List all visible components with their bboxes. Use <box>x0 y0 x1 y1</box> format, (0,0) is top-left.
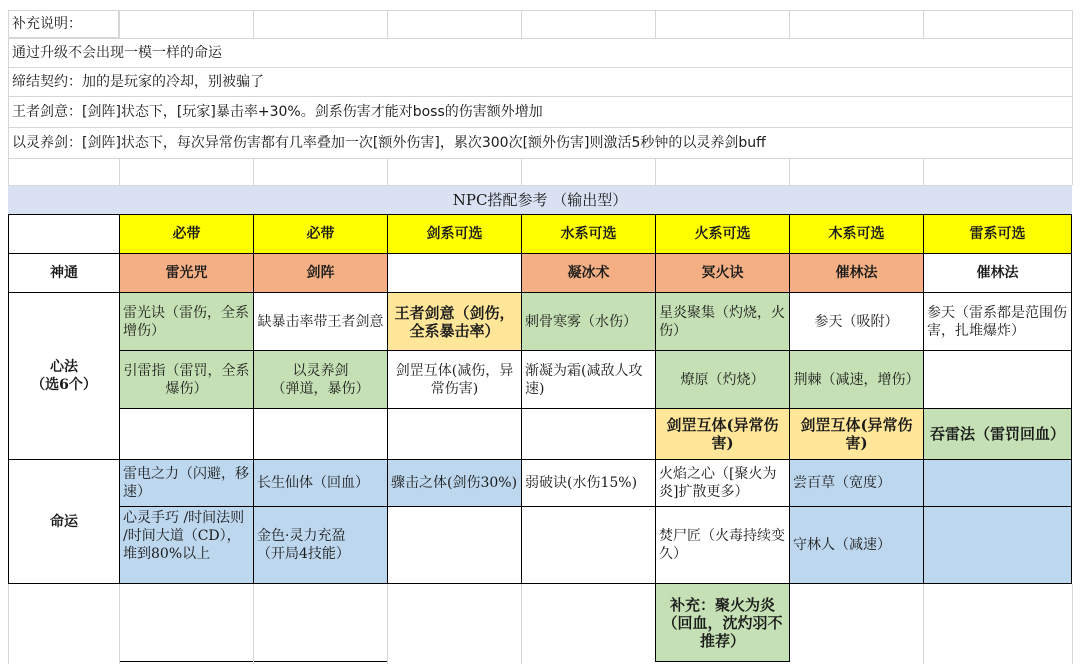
gridline <box>789 10 790 38</box>
supplement-cell[interactable]: 补充：聚火为炎（回血，沈灼羽不推荐） <box>655 583 790 662</box>
xinfa-cell[interactable]: 剑罡互体(异常伤害) <box>789 408 924 460</box>
row-label-shentong[interactable]: 神通 <box>8 253 120 293</box>
header-cell[interactable]: 雷系可选 <box>923 214 1072 254</box>
gridline <box>119 158 120 185</box>
shentong-cell[interactable]: 冥火诀 <box>655 253 790 293</box>
corner-cell[interactable] <box>8 214 120 254</box>
mingyun-cell[interactable]: 金色·灵力充盈 （开局4技能） <box>253 506 388 584</box>
gridline <box>253 584 254 664</box>
gridline <box>253 10 254 38</box>
gridline <box>119 10 120 38</box>
xinfa-cell[interactable]: 渐凝为霜(减敌人攻速) <box>521 350 656 409</box>
gridline <box>923 158 924 185</box>
gridline <box>1072 584 1073 664</box>
note-line-4[interactable]: 以灵养剑：[剑阵]状态下，每次异常伤害都有几率叠加一次[额外伤害]，累次300次[额外伤害]则激活5秒钟的以灵养剑buff <box>12 134 766 151</box>
xinfa-cell[interactable]: 燎原（灼烧） <box>655 350 790 409</box>
xinfa-cell[interactable] <box>253 408 388 460</box>
gridline <box>521 158 522 185</box>
shentong-cell[interactable] <box>387 253 522 293</box>
gridline <box>789 158 790 185</box>
xinfa-cell[interactable] <box>521 408 656 460</box>
gridline <box>1072 10 1073 185</box>
gridline <box>8 584 9 664</box>
mingyun-cell[interactable] <box>923 506 1072 584</box>
shentong-cell[interactable]: 凝冰术 <box>521 253 656 293</box>
header-cell[interactable]: 剑系可选 <box>387 214 522 254</box>
mingyun-cell[interactable] <box>387 506 522 584</box>
gridline <box>655 10 656 38</box>
xinfa-cell[interactable]: 星炎聚集（灼烧，火伤） <box>655 292 790 351</box>
gridline <box>8 67 1072 68</box>
xinfa-cell[interactable] <box>387 408 522 460</box>
header-cell[interactable]: 木系可选 <box>789 214 924 254</box>
xinfa-cell[interactable] <box>923 350 1072 409</box>
gridline <box>521 10 522 38</box>
mingyun-cell[interactable]: 雷电之力（闪避，移速） <box>119 459 254 507</box>
gridline <box>923 10 924 38</box>
mingyun-cell[interactable]: 尝百草（宽度） <box>789 459 924 507</box>
gridline <box>8 38 1072 39</box>
table-title[interactable]: NPC搭配参考 （输出型） <box>8 185 1072 214</box>
mingyun-cell[interactable]: 火焰之心（[聚火为炎]扩散更多） <box>655 459 790 507</box>
xinfa-cell[interactable]: 缺暴击率带王者剑意 <box>253 292 388 351</box>
xinfa-cell[interactable]: 雷光诀（雷伤，全系增伤） <box>119 292 254 351</box>
mingyun-cell[interactable]: 守林人（减速） <box>789 506 924 584</box>
header-cell[interactable]: 水系可选 <box>521 214 656 254</box>
mingyun-cell[interactable] <box>923 459 1072 507</box>
mingyun-cell[interactable]: 心灵手巧 /时间法则 /时间大道（CD），堆到80%以上 <box>119 506 254 584</box>
gridline <box>923 584 924 664</box>
xinfa-cell[interactable]: 剑罡互体(减伤，异常伤害) <box>387 350 522 409</box>
row-label-mingyun[interactable]: 命运 <box>8 459 120 584</box>
xinfa-cell[interactable]: 参天（吸附） <box>789 292 924 351</box>
shentong-cell[interactable]: 催林法 <box>923 253 1072 293</box>
mingyun-cell[interactable]: 弱破诀(水伤15%) <box>521 459 656 507</box>
xinfa-cell[interactable]: 王者剑意（剑伤，全系暴击率） <box>387 292 522 351</box>
gridline <box>8 96 1072 97</box>
xinfa-cell[interactable]: 引雷指（雷罚，全系爆伤） <box>119 350 254 409</box>
shentong-cell[interactable]: 雷光咒 <box>119 253 254 293</box>
header-cell[interactable]: 必带 <box>253 214 388 254</box>
gridline <box>119 584 120 664</box>
note-line-1[interactable]: 通过升级不会出现一模一样的命运 <box>12 44 222 61</box>
row-label-xinfa[interactable]: 心法 （选6个） <box>8 292 120 460</box>
gridline <box>655 158 656 185</box>
gridline <box>387 584 388 664</box>
xinfa-cell[interactable] <box>119 408 254 460</box>
gridline <box>521 584 522 664</box>
mingyun-cell[interactable]: 骤击之体(剑伤30%) <box>387 459 522 507</box>
gridline <box>253 158 254 185</box>
note-line-3[interactable]: 王者剑意：[剑阵]状态下，[玩家]暴击率+30%。剑系伤害才能对boss的伤害额外增加 <box>12 103 543 120</box>
mingyun-cell[interactable] <box>521 506 656 584</box>
mingyun-cell[interactable]: 焚尸匠（火毒持续变久） <box>655 506 790 584</box>
note-line-2[interactable]: 缔结契约：加的是玩家的冷却，别被骗了 <box>12 73 264 90</box>
gridline <box>8 185 1072 186</box>
gridline <box>8 127 1072 128</box>
gridline <box>8 10 9 185</box>
gridline <box>387 158 388 185</box>
gridline <box>8 158 1072 159</box>
xinfa-cell[interactable]: 以灵养剑 （弹道，暴伤） <box>253 350 388 409</box>
mingyun-cell[interactable]: 长生仙体（回血） <box>253 459 388 507</box>
xinfa-cell[interactable]: 吞雷法（雷罚回血） <box>923 408 1072 460</box>
gridline <box>8 10 1072 11</box>
shentong-cell[interactable]: 催林法 <box>789 253 924 293</box>
xinfa-cell[interactable]: 参天（雷系都是范围伤害，扎堆爆炸） <box>923 292 1072 351</box>
header-cell[interactable]: 火系可选 <box>655 214 790 254</box>
gridline <box>387 10 388 38</box>
xinfa-cell[interactable]: 荆棘（减速，增伤） <box>789 350 924 409</box>
note-header[interactable]: 补充说明： <box>8 10 119 38</box>
shentong-cell[interactable]: 剑阵 <box>253 253 388 293</box>
xinfa-cell[interactable]: 剑罡互体(异常伤害) <box>655 408 790 460</box>
xinfa-cell[interactable]: 刺骨寒雾（水伤） <box>521 292 656 351</box>
header-cell[interactable]: 必带 <box>119 214 254 254</box>
